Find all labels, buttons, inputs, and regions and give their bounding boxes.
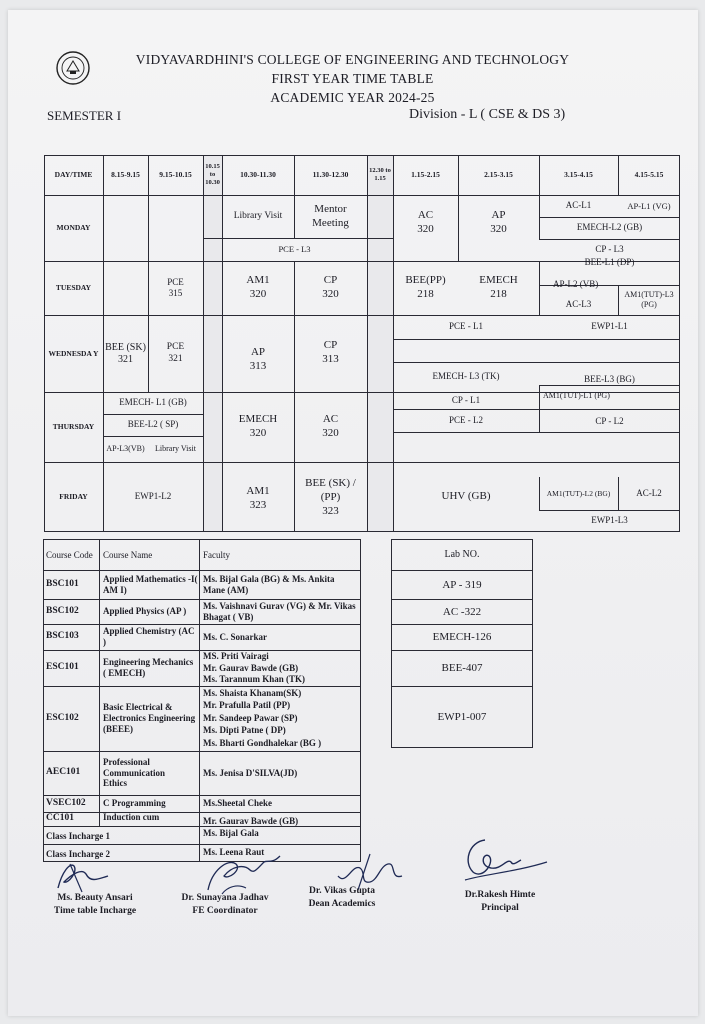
- course-code: VSEC102: [46, 797, 86, 808]
- wed-cp-subject: CP: [323, 339, 338, 352]
- course-faculty: Ms. Shaista Khanam(SK): [203, 688, 302, 698]
- header-break: 10.15 to 10.30: [205, 162, 220, 187]
- mon-pce-l3: PCE - L3: [278, 244, 311, 255]
- tue-bee-subject: BEE(PP): [405, 274, 446, 287]
- tue-pce-subject: PCE: [167, 276, 184, 287]
- thu-emech-l1: EMECH- L1 (GB): [119, 397, 187, 408]
- signature-time-table-incharge: [52, 852, 132, 897]
- thu-am1-tut-l1: AM1(TUT)-L1 (PG): [543, 391, 610, 400]
- course-faculty: Ms. C. Sonarkar: [203, 631, 268, 642]
- mon-emech-l2: EMECH-L2 (GB): [576, 222, 643, 233]
- mon-ac: [393, 195, 458, 251]
- course-faculty: Mr. Gaurav Bawde (GB): [203, 815, 299, 826]
- thu-ap-l3: AP-L3(VB): [106, 444, 145, 453]
- class-incharge-2-label: Class Incharge 2: [46, 848, 111, 859]
- fri-bee-room: 323: [322, 504, 339, 517]
- mon-mentor-meeting: Mentor Meeting: [312, 202, 349, 229]
- thu-emech-subject: EMECH: [238, 413, 278, 426]
- tue-emech-room: 218: [490, 288, 507, 300]
- thu-ac-room: 320: [322, 427, 339, 439]
- mon-ac-room: 320: [417, 223, 434, 235]
- wed-ap-subject: AP: [250, 346, 266, 359]
- wed-bee-room: 321: [118, 354, 133, 365]
- mon-ap-room: 320: [490, 223, 507, 235]
- tue-ap-l2: AP-L2 (VB): [553, 279, 599, 290]
- fri-bee-subject: BEE (SK) / (PP): [305, 477, 356, 504]
- wed-emech-l3: EMECH- L3 (TK): [432, 371, 500, 382]
- signatory-name: Dr. Sunayana Jadhav: [181, 893, 269, 903]
- lab-item: AC -322: [442, 605, 482, 618]
- course-faculty: MS. Priti Vairagi: [203, 651, 269, 661]
- course-name: Basic Electrical & Electronics Engineering (BEEE): [103, 702, 196, 734]
- tue-bee: [393, 261, 458, 315]
- header-slot-8: 4.15-5.15: [634, 170, 664, 180]
- course-faculty: Ms. Vaishnavi Gurav (VG) & Mr. Vikas Bhagat ( VB): [203, 600, 356, 622]
- course-name: Applied Mathematics -I( AM I): [103, 573, 198, 595]
- fri-am1-subject: AM1: [246, 485, 270, 498]
- course-code: ESC102: [46, 712, 79, 723]
- fri-ac-l2: AC-L2: [636, 487, 662, 498]
- wed-pce-room: 321: [168, 354, 183, 364]
- header-slot-7: 3.15-4.15: [564, 170, 593, 180]
- tue-cp-room: 320: [322, 288, 339, 300]
- signatory-name: Dr.Rakesh Himte: [464, 890, 536, 900]
- course-faculty-extra: Mr. Prafulla Patil (PP): [203, 700, 291, 711]
- course-faculty: Ms. Bijal Gala (BG) & Ms. Ankita Mane (AM): [203, 573, 335, 595]
- tue-cp-subject: CP: [323, 274, 338, 287]
- course-code: BSC103: [46, 631, 79, 642]
- fri-bee: [294, 471, 367, 525]
- header-slot-1: 8.15-9.15: [111, 170, 140, 180]
- thu-cp-l2: CP - L2: [595, 416, 624, 427]
- course-faculty: Ms. Jenisa D'SILVA(JD): [203, 767, 298, 778]
- lab-item: EMECH-126: [432, 631, 492, 643]
- faculty-header: Faculty: [203, 550, 230, 561]
- division-label: Division - L ( CSE & DS 3): [409, 107, 566, 122]
- break-column: [203, 155, 222, 532]
- tue-emech-subject: EMECH: [479, 274, 518, 287]
- wed-ap-room: 313: [249, 360, 267, 372]
- course-faculty: Ms.Sheetal Cheke: [203, 798, 272, 809]
- course-code: BSC102: [46, 605, 79, 616]
- signature-block-1: [45, 892, 145, 918]
- day-tuesday: TUESDAY: [55, 283, 92, 293]
- wed-pce: [148, 337, 203, 371]
- tue-cp: [294, 261, 367, 315]
- course-code: BSC101: [46, 578, 79, 589]
- wed-cp-room: 313: [322, 353, 339, 365]
- wed-bee-subject: BEE (SK): [105, 341, 146, 353]
- course-name: Applied Chemistry (AC ): [103, 626, 195, 647]
- signatory-role: FE Coordinator: [192, 905, 258, 916]
- mon-ap-subject: AP: [491, 209, 506, 222]
- fri-am1-room: 323: [249, 499, 267, 511]
- class-incharge-1-name: Ms. Bijal Gala: [203, 827, 259, 838]
- thu-emech: [222, 405, 294, 449]
- lunch-column: [367, 155, 393, 532]
- course-faculty-extra: Mr. Sandeep Pawar (SP): [203, 712, 298, 723]
- wed-ewp1-l1: EWP1-L1: [591, 321, 628, 332]
- tue-ac-l3: AC-L3: [565, 299, 592, 310]
- course-name: Professional Communication Ethics: [103, 756, 166, 789]
- thu-bee-l2: BEE-L2 ( SP): [127, 419, 179, 430]
- college-name: VIDYAVARDHINI'S COLLEGE OF ENGINEERING AND TECHNOLOGY: [135, 52, 570, 67]
- course-table: [43, 539, 361, 862]
- header-slot-3: 10.30-11.30: [240, 170, 276, 180]
- tue-bee-l1: BEE-L1 (DP): [584, 257, 635, 268]
- thu-emech-room: 320: [249, 427, 267, 439]
- tue-pce: [148, 261, 203, 315]
- signatory-name: Dr. Vikas Gupta: [309, 886, 375, 896]
- semester-label: SEMESTER I: [47, 108, 122, 123]
- timetable-grid: [44, 155, 680, 532]
- header-slot-2: 9.15-10.15: [159, 170, 192, 180]
- day-wednesday: WEDNESDA Y: [48, 348, 99, 358]
- lab-item: BEE-407: [441, 662, 483, 674]
- tue-bee-room: 218: [417, 288, 434, 300]
- signature-principal: [455, 832, 550, 890]
- header-slot-5: 1.15-2.15: [411, 170, 440, 180]
- mon-ac-l1: AC-L1: [565, 200, 592, 211]
- day-monday: MONDAY: [56, 223, 91, 233]
- mon-library-visit: Library Visit: [233, 210, 283, 221]
- esc101-faculty-list: [203, 651, 358, 686]
- thu-ac-subject: AC: [322, 413, 339, 426]
- fri-ewp1-l3: EWP1-L3: [591, 515, 628, 526]
- tue-pce-room: 315: [168, 288, 183, 298]
- signatory-name: Ms. Beauty Ansari: [57, 893, 133, 903]
- course-faculty-extra: Ms. Bharti Gondhalekar (BG ): [203, 737, 322, 748]
- mon-ap: [458, 195, 539, 251]
- course-name: Engineering Mechanics ( EMECH): [103, 657, 194, 678]
- document-title: FIRST YEAR TIME TABLE: [271, 71, 434, 86]
- mon-ac-subject: AC: [417, 209, 434, 222]
- wed-pce-l1: PCE - L1: [448, 321, 483, 332]
- tue-am1: [222, 261, 294, 315]
- wed-cp: [294, 331, 367, 375]
- wed-bee-l3: BEE-L3 (BG): [584, 373, 635, 384]
- esc102-faculty-list: [203, 687, 358, 749]
- thu-pce-l2: PCE - L2: [448, 415, 483, 426]
- signature-block-4: [450, 889, 550, 915]
- header-lunch: 12.30 to 1.15: [369, 166, 391, 182]
- thu-library-visit: Library Visit: [155, 444, 196, 453]
- wed-bee: [103, 337, 148, 371]
- tue-am1-room: 320: [249, 288, 267, 300]
- course-code-header: Course Code: [46, 550, 93, 561]
- mon-cp-l3: CP - L3: [595, 244, 624, 255]
- tue-emech: [458, 261, 539, 315]
- course-faculty-extra: Ms. Tarannum Khan (TK): [203, 674, 306, 684]
- tue-am1-subject: AM1: [246, 274, 270, 287]
- header-day-time: DAY/TIME: [54, 170, 93, 180]
- course-faculty-extra: Mr. Gaurav Bawde (GB): [203, 662, 299, 673]
- fri-ewp1-l2: EWP1-L2: [134, 491, 172, 502]
- signatory-role: Principal: [481, 902, 519, 913]
- thu-ac: [294, 405, 367, 449]
- header-slot-6: 2.15-3.15: [484, 170, 513, 180]
- thu-cp-l1: CP - L1: [451, 394, 481, 405]
- header-slot-4: 11.30-12.30: [312, 170, 349, 180]
- course-name-header: Course Name: [103, 550, 153, 561]
- signatory-role: Dean Academics: [308, 898, 376, 909]
- academic-year: ACADEMIC YEAR 2024-25: [270, 90, 435, 105]
- fri-uhv: UHV (GB): [441, 490, 491, 503]
- class-incharge-1-label: Class Incharge 1: [46, 830, 111, 841]
- tue-am1-tut-l3: AM1(TUT)-L3 (PG): [624, 290, 674, 309]
- course-name: Induction cum: [103, 811, 160, 822]
- wed-pce-subject: PCE: [166, 342, 185, 353]
- fri-am1: [222, 477, 294, 521]
- class-incharge-2-name: Ms. Leena Raut: [203, 846, 265, 857]
- lab-header: Lab NO.: [444, 549, 480, 560]
- lab-table: [391, 539, 533, 748]
- day-friday: FRIDAY: [59, 492, 88, 502]
- course-faculty-extra: Ms. Dipti Patne ( DP): [203, 725, 286, 736]
- signature-block-3: [292, 885, 392, 911]
- fri-am1-tut-l2: AM1(TUT)-L2 (BG): [546, 488, 611, 498]
- course-name: C Programming: [103, 798, 166, 809]
- lab-item: AP - 319: [442, 578, 482, 591]
- course-code: AEC101: [46, 767, 81, 778]
- mon-ap-l1: AP-L1 (VG): [627, 200, 671, 211]
- course-code: CC101: [46, 813, 74, 824]
- course-name: Applied Physics (AP ): [103, 606, 187, 617]
- course-code: ESC101: [46, 662, 79, 673]
- wed-ap: [222, 335, 294, 385]
- signature-block-2: [165, 892, 285, 918]
- signatory-role: Time table Incharge: [53, 905, 137, 916]
- day-thursday: THURSDAY: [52, 422, 95, 432]
- lab-item: EWP1-007: [437, 710, 487, 723]
